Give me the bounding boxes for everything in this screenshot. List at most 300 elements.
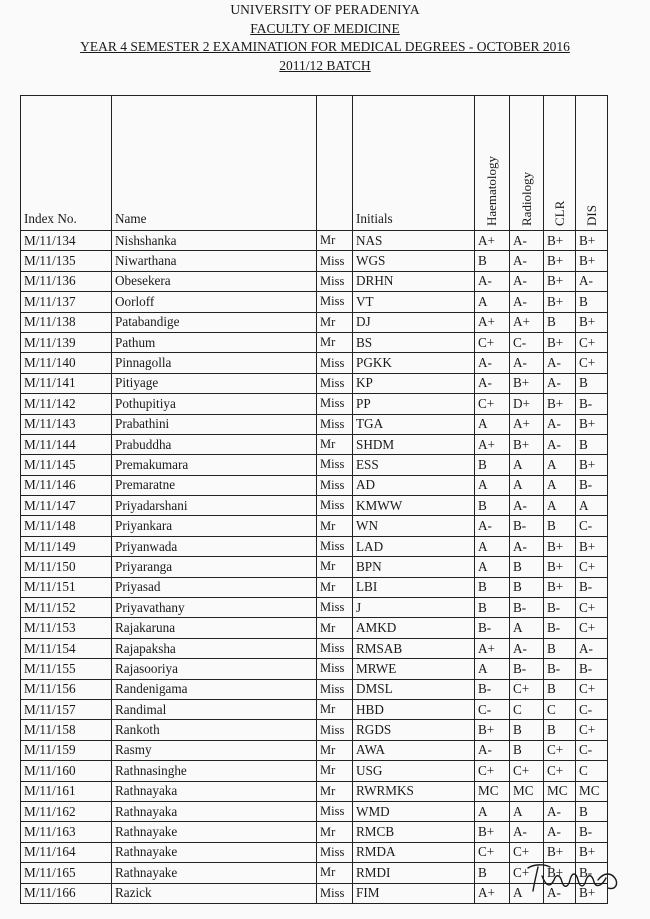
dis-grade: C+ (576, 720, 608, 740)
title-cell: Mr (317, 231, 353, 251)
index-no-cell: M/11/154 (21, 638, 112, 658)
radiology-grade: C- (510, 332, 544, 352)
initials-cell: ESS (353, 455, 475, 475)
name-cell: Rathnayaka (112, 781, 317, 801)
index-no-cell: M/11/143 (21, 414, 112, 434)
clr-grade: B+ (544, 271, 576, 291)
name-cell: Oorloff (112, 292, 317, 312)
table-row (21, 699, 608, 719)
haematology-grade: B+ (475, 822, 510, 842)
index-no-cell: M/11/141 (21, 373, 112, 393)
radiology-grade: B+ (510, 373, 544, 393)
title-cell: Miss (317, 414, 353, 434)
haematology-grade: B+ (475, 720, 510, 740)
index-no-cell: M/11/135 (21, 251, 112, 271)
clr-grade: B (544, 638, 576, 658)
initials-cell: RMDI (353, 863, 475, 883)
table-row (21, 781, 608, 801)
clr-grade: B+ (544, 863, 576, 883)
title-cell: Mr (317, 577, 353, 597)
clr-grade: B+ (544, 251, 576, 271)
name-cell: Premaratne (112, 475, 317, 495)
dis-grade: B+ (576, 536, 608, 556)
clr-grade: B+ (544, 557, 576, 577)
dis-grade: C- (576, 740, 608, 760)
clr-grade: B (544, 516, 576, 536)
initials-cell: RMCB (353, 822, 475, 842)
title-cell: Mr (317, 699, 353, 719)
table-row (21, 638, 608, 658)
title-cell: Miss (317, 373, 353, 393)
name-cell: Randimal (112, 699, 317, 719)
initials-cell: RMDA (353, 842, 475, 862)
name-cell: Prabathini (112, 414, 317, 434)
dis-grade: B+ (576, 455, 608, 475)
initials-cell: BS (353, 332, 475, 352)
title-cell: Miss (317, 251, 353, 271)
table-row (21, 231, 608, 251)
radiology-grade: B+ (510, 434, 544, 454)
title-cell: Miss (317, 496, 353, 516)
clr-grade: B (544, 312, 576, 332)
title-cell: Mr (317, 781, 353, 801)
table-row (21, 394, 608, 414)
initials-cell: LAD (353, 536, 475, 556)
title-cell: Miss (317, 842, 353, 862)
clr-grade: A- (544, 434, 576, 454)
haematology-grade: A+ (475, 312, 510, 332)
table-row (21, 292, 608, 312)
clr-grade: A- (544, 353, 576, 373)
radiology-grade: A+ (510, 312, 544, 332)
radiology-grade: A (510, 883, 544, 903)
dis-grade: A- (576, 638, 608, 658)
index-no-cell: M/11/165 (21, 863, 112, 883)
column-header-label: Haematology (484, 155, 499, 226)
haematology-grade: A (475, 801, 510, 821)
table-row (21, 577, 608, 597)
initials-cell: KP (353, 373, 475, 393)
table-row (21, 434, 608, 454)
name-cell: Pathum (112, 332, 317, 352)
radiology-grade: A (510, 801, 544, 821)
haematology-grade: A (475, 659, 510, 679)
dis-grade: B (576, 801, 608, 821)
name-cell: Rasmy (112, 740, 317, 760)
index-no-cell: M/11/155 (21, 659, 112, 679)
index-no-cell: M/11/136 (21, 271, 112, 291)
title-cell: Miss (317, 455, 353, 475)
index-no-cell: M/11/144 (21, 434, 112, 454)
haematology-grade: A+ (475, 638, 510, 658)
radiology-grade: B (510, 720, 544, 740)
table-body (21, 231, 608, 904)
haematology-grade: B (475, 577, 510, 597)
dis-grade: C+ (576, 679, 608, 699)
haematology-grade: A+ (475, 434, 510, 454)
column-header-label: Radiology (518, 171, 534, 226)
index-no-cell: M/11/140 (21, 353, 112, 373)
clr-grade: A- (544, 373, 576, 393)
initials-cell: SHDM (353, 434, 475, 454)
table-row (21, 618, 608, 638)
index-no-cell: M/11/151 (21, 577, 112, 597)
clr-grade: C (544, 699, 576, 719)
index-no-cell: M/11/137 (21, 292, 112, 312)
initials-cell: J (353, 598, 475, 618)
name-cell: Rajakaruna (112, 618, 317, 638)
table-row (21, 801, 608, 821)
radiology-grade: A- (510, 251, 544, 271)
initials-cell: AWA (353, 740, 475, 760)
column-header (475, 96, 510, 231)
initials-cell: VT (353, 292, 475, 312)
index-no-cell: M/11/152 (21, 598, 112, 618)
haematology-grade: B (475, 455, 510, 475)
name-cell: Priyanwada (112, 536, 317, 556)
haematology-grade: B (475, 251, 510, 271)
index-no-cell: M/11/162 (21, 801, 112, 821)
clr-grade: B- (544, 659, 576, 679)
table-row (21, 455, 608, 475)
column-header: Index No. (21, 96, 112, 231)
name-cell: Randenigama (112, 679, 317, 699)
haematology-grade: C- (475, 699, 510, 719)
table-row (21, 557, 608, 577)
title-cell: Miss (317, 659, 353, 679)
table-row (21, 414, 608, 434)
name-cell: Rathnasinghe (112, 761, 317, 781)
index-no-cell: M/11/164 (21, 842, 112, 862)
name-cell: Pitiyage (112, 373, 317, 393)
index-no-cell: M/11/163 (21, 822, 112, 842)
dis-grade: C+ (576, 557, 608, 577)
clr-grade: MC (544, 781, 576, 801)
faculty-name: FACULTY OF MEDICINE (250, 20, 400, 36)
index-no-cell: M/11/134 (21, 231, 112, 251)
clr-grade: B+ (544, 842, 576, 862)
table-row (21, 353, 608, 373)
dis-grade: B- (576, 577, 608, 597)
haematology-grade: A (475, 557, 510, 577)
haematology-grade: MC (475, 781, 510, 801)
table-row (21, 496, 608, 516)
radiology-grade: C+ (510, 842, 544, 862)
title-cell: Miss (317, 720, 353, 740)
haematology-grade: A- (475, 271, 510, 291)
initials-cell: BPN (353, 557, 475, 577)
radiology-grade: A- (510, 231, 544, 251)
clr-grade: A (544, 475, 576, 495)
title-cell: Mr (317, 312, 353, 332)
dis-grade: A- (576, 271, 608, 291)
title-cell: Mr (317, 822, 353, 842)
title-cell: Mr (317, 557, 353, 577)
clr-grade: A- (544, 414, 576, 434)
index-no-cell: M/11/156 (21, 679, 112, 699)
name-cell: Rankoth (112, 720, 317, 740)
name-cell: Patabandige (112, 312, 317, 332)
title-cell: Miss (317, 394, 353, 414)
radiology-grade: B (510, 740, 544, 760)
radiology-grade: B- (510, 659, 544, 679)
column-header (544, 96, 576, 231)
column-header-label: DIS (583, 205, 599, 226)
haematology-grade: A (475, 414, 510, 434)
name-cell: Priyankara (112, 516, 317, 536)
document-header (0, 0, 650, 75)
dis-grade: C- (576, 699, 608, 719)
clr-grade: B+ (544, 536, 576, 556)
haematology-grade: A- (475, 353, 510, 373)
radiology-grade: A- (510, 638, 544, 658)
name-cell: Pinnagolla (112, 353, 317, 373)
index-no-cell: M/11/149 (21, 536, 112, 556)
haematology-grade: A- (475, 516, 510, 536)
clr-grade: B (544, 679, 576, 699)
initials-cell: DMSL (353, 679, 475, 699)
column-header: Name (112, 96, 317, 231)
dis-grade: B- (576, 863, 608, 883)
dis-grade: B+ (576, 883, 608, 903)
name-cell: Rajapaksha (112, 638, 317, 658)
table-row (21, 740, 608, 760)
initials-cell: PGKK (353, 353, 475, 373)
haematology-grade: A- (475, 373, 510, 393)
radiology-grade: A- (510, 496, 544, 516)
radiology-grade: C (510, 699, 544, 719)
haematology-grade: A+ (475, 883, 510, 903)
index-no-cell: M/11/146 (21, 475, 112, 495)
name-cell: Rajasooriya (112, 659, 317, 679)
radiology-grade: B (510, 577, 544, 597)
clr-grade: A (544, 455, 576, 475)
index-no-cell: M/11/166 (21, 883, 112, 903)
haematology-grade: A (475, 475, 510, 495)
table-row (21, 761, 608, 781)
dis-grade: B (576, 292, 608, 312)
dis-grade: C+ (576, 332, 608, 352)
table-row (21, 598, 608, 618)
column-header (576, 96, 608, 231)
index-no-cell: M/11/150 (21, 557, 112, 577)
name-cell: Niwarthana (112, 251, 317, 271)
dis-grade: B- (576, 659, 608, 679)
title-cell: Mr (317, 740, 353, 760)
dis-grade: C- (576, 516, 608, 536)
name-cell: Premakumara (112, 455, 317, 475)
dis-grade: B+ (576, 231, 608, 251)
dis-grade: A (576, 496, 608, 516)
radiology-grade: C+ (510, 863, 544, 883)
title-cell: Miss (317, 883, 353, 903)
radiology-grade: C+ (510, 761, 544, 781)
table-row (21, 679, 608, 699)
dis-grade: B- (576, 822, 608, 842)
clr-grade: A- (544, 822, 576, 842)
initials-cell: HBD (353, 699, 475, 719)
table-row (21, 822, 608, 842)
index-no-cell: M/11/158 (21, 720, 112, 740)
initials-cell: AMKD (353, 618, 475, 638)
dis-grade: B- (576, 475, 608, 495)
haematology-grade: A (475, 536, 510, 556)
haematology-grade: C+ (475, 394, 510, 414)
clr-grade: B- (544, 618, 576, 638)
signature (520, 858, 630, 898)
radiology-grade: A (510, 475, 544, 495)
title-cell: Mr (317, 761, 353, 781)
dis-grade: B (576, 373, 608, 393)
name-cell: Rathnayake (112, 863, 317, 883)
exam-title: YEAR 4 SEMESTER 2 EXAMINATION FOR MEDICAL DEGREES - OCTOBER 2016 (80, 39, 570, 54)
index-no-cell: M/11/148 (21, 516, 112, 536)
dis-grade: MC (576, 781, 608, 801)
clr-grade: B+ (544, 332, 576, 352)
dis-grade: C+ (576, 598, 608, 618)
index-no-cell: M/11/142 (21, 394, 112, 414)
radiology-grade: A- (510, 353, 544, 373)
name-cell: Obesekera (112, 271, 317, 291)
initials-cell: DJ (353, 312, 475, 332)
haematology-grade: B- (475, 679, 510, 699)
name-cell: Nishshanka (112, 231, 317, 251)
clr-grade: C+ (544, 740, 576, 760)
batch-label: 2011/12 BATCH (279, 57, 371, 73)
radiology-grade: B- (510, 598, 544, 618)
initials-cell: MRWE (353, 659, 475, 679)
radiology-grade: B- (510, 516, 544, 536)
title-cell: Miss (317, 271, 353, 291)
name-cell: Priyavathany (112, 598, 317, 618)
title-cell: Mr (317, 618, 353, 638)
haematology-grade: C+ (475, 761, 510, 781)
name-cell: Rathnayake (112, 822, 317, 842)
index-no-cell: M/11/147 (21, 496, 112, 516)
name-cell: Priyasad (112, 577, 317, 597)
clr-grade: B+ (544, 577, 576, 597)
index-no-cell: M/11/138 (21, 312, 112, 332)
dis-grade: B- (576, 394, 608, 414)
initials-cell: KMWW (353, 496, 475, 516)
results-table (20, 95, 608, 904)
dis-grade: B (576, 434, 608, 454)
initials-cell: LBI (353, 577, 475, 597)
radiology-grade: A+ (510, 414, 544, 434)
initials-cell: RMSAB (353, 638, 475, 658)
title-cell: Miss (317, 801, 353, 821)
title-cell: Miss (317, 353, 353, 373)
title-cell: Mr (317, 516, 353, 536)
radiology-grade: A- (510, 536, 544, 556)
initials-cell: RGDS (353, 720, 475, 740)
haematology-grade: C+ (475, 332, 510, 352)
initials-cell: PP (353, 394, 475, 414)
title-cell: Mr (317, 332, 353, 352)
clr-grade: B- (544, 598, 576, 618)
index-no-cell: M/11/161 (21, 781, 112, 801)
clr-grade: B+ (544, 231, 576, 251)
initials-cell: WMD (353, 801, 475, 821)
index-no-cell: M/11/157 (21, 699, 112, 719)
radiology-grade: C+ (510, 679, 544, 699)
title-cell: Miss (317, 536, 353, 556)
table-row (21, 312, 608, 332)
dis-grade: C (576, 761, 608, 781)
initials-cell: RWRMKS (353, 781, 475, 801)
haematology-grade: B (475, 496, 510, 516)
initials-cell: WN (353, 516, 475, 536)
haematology-grade: A (475, 292, 510, 312)
index-no-cell: M/11/160 (21, 761, 112, 781)
title-cell: Mr (317, 434, 353, 454)
column-header: Initials (353, 96, 475, 231)
table-row (21, 720, 608, 740)
title-cell: Miss (317, 638, 353, 658)
initials-cell: TGA (353, 414, 475, 434)
dis-grade: B+ (576, 414, 608, 434)
haematology-grade: B (475, 863, 510, 883)
radiology-grade: MC (510, 781, 544, 801)
radiology-grade: A (510, 455, 544, 475)
index-no-cell: M/11/145 (21, 455, 112, 475)
radiology-grade: A (510, 618, 544, 638)
name-cell: Rathnayake (112, 842, 317, 862)
radiology-grade: B (510, 557, 544, 577)
table-header-row (21, 96, 608, 231)
dis-grade: C+ (576, 618, 608, 638)
name-cell: Priyadarshani (112, 496, 317, 516)
table-row (21, 373, 608, 393)
table-row (21, 251, 608, 271)
dis-grade: B+ (576, 312, 608, 332)
title-cell: Miss (317, 292, 353, 312)
initials-cell: AD (353, 475, 475, 495)
initials-cell: USG (353, 761, 475, 781)
haematology-grade: A+ (475, 231, 510, 251)
initials-cell: DRHN (353, 271, 475, 291)
dis-grade: B+ (576, 842, 608, 862)
table-row (21, 536, 608, 556)
title-cell: Mr (317, 863, 353, 883)
university-name: UNIVERSITY OF PERADENIYA (230, 2, 420, 17)
name-cell: Rathnayaka (112, 801, 317, 821)
title-cell: Miss (317, 679, 353, 699)
clr-grade: B (544, 720, 576, 740)
column-header-label: CLR (551, 200, 567, 226)
radiology-grade: D+ (510, 394, 544, 414)
column-header (317, 96, 353, 231)
column-header (510, 96, 544, 231)
initials-cell: FIM (353, 883, 475, 903)
name-cell: Prabuddha (112, 434, 317, 454)
table-row (21, 516, 608, 536)
index-no-cell: M/11/153 (21, 618, 112, 638)
table-row (21, 332, 608, 352)
name-cell: Pothupitiya (112, 394, 317, 414)
clr-grade: A- (544, 801, 576, 821)
radiology-grade: A- (510, 292, 544, 312)
initials-cell: NAS (353, 231, 475, 251)
haematology-grade: C+ (475, 842, 510, 862)
clr-grade: C+ (544, 761, 576, 781)
dis-grade: B+ (576, 251, 608, 271)
initials-cell: WGS (353, 251, 475, 271)
clr-grade: A (544, 496, 576, 516)
index-no-cell: M/11/159 (21, 740, 112, 760)
title-cell: Miss (317, 598, 353, 618)
haematology-grade: B (475, 598, 510, 618)
